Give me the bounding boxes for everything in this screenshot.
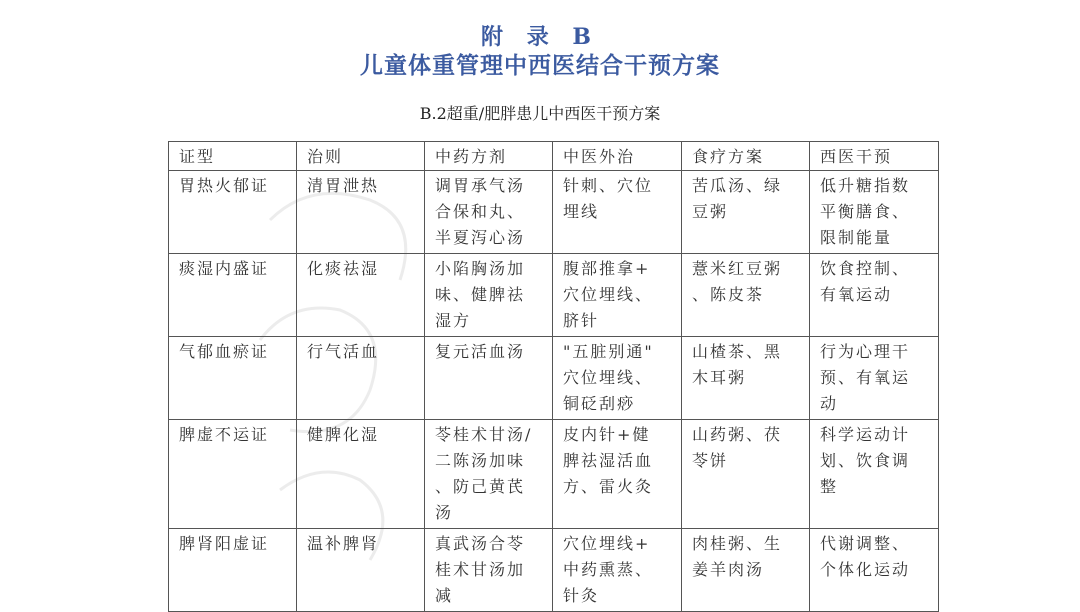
- cell-line: 合保和丸、: [435, 202, 526, 221]
- cell-line: 有氧运动: [820, 285, 893, 304]
- column-header: 中医外治: [553, 142, 682, 171]
- table-cell: [297, 254, 425, 337]
- cell-line: 埋线: [563, 202, 600, 221]
- cell-line: 苦瓜汤、绿: [692, 176, 783, 195]
- cell-line: 脾肾阳虚证: [179, 534, 270, 553]
- table-cell: [425, 171, 553, 254]
- cell-line: 痰湿内盛证: [179, 259, 270, 278]
- cell-line: 铜砭刮痧: [563, 394, 636, 413]
- cell-line: 平衡膳食、: [820, 202, 911, 221]
- cell-line: 清胃泄热: [307, 176, 380, 195]
- table-cell: [682, 337, 810, 420]
- cell-line: 低升糖指数: [820, 176, 911, 195]
- cell-line: 限制能量: [820, 228, 893, 247]
- cell-line: 划、饮食调: [820, 451, 911, 470]
- cell-line: 湿方: [435, 311, 472, 330]
- table-row: [169, 420, 939, 529]
- table-cell: [553, 529, 682, 612]
- table-cell: [297, 529, 425, 612]
- column-header: 西医干预: [810, 142, 939, 171]
- cell-line: 调胃承气汤: [435, 176, 526, 195]
- cell-line: 个体化运动: [820, 560, 911, 579]
- cell-line: 肉桂粥、生: [692, 534, 783, 553]
- cell-line: 针刺、穴位: [563, 176, 654, 195]
- cell-line: 真武汤合苓: [435, 534, 526, 553]
- table-cell: [682, 171, 810, 254]
- intervention-table: [168, 141, 939, 612]
- cell-line: 木耳粥: [692, 368, 747, 387]
- cell-line: 苓饼: [692, 451, 729, 470]
- cell-line: 小陷胸汤加: [435, 259, 526, 278]
- table-cell: [810, 171, 939, 254]
- cell-line: 中药熏蒸、: [563, 560, 654, 579]
- cell-line: 温补脾肾: [307, 534, 380, 553]
- cell-line: 代谢调整、: [820, 534, 911, 553]
- table-cell: [553, 171, 682, 254]
- cell-line: 健脾化湿: [307, 425, 380, 444]
- cell-line: 气郁血瘀证: [179, 342, 270, 361]
- cell-line: "五脏别通": [563, 342, 654, 361]
- cell-line: 穴位埋线、: [563, 368, 654, 387]
- cell-line: 饮食控制、: [820, 259, 911, 278]
- table-cell: [425, 254, 553, 337]
- cell-line: 脾虚不运证: [179, 425, 270, 444]
- cell-line: 皮内针+健: [563, 425, 651, 444]
- table-cell: [553, 420, 682, 529]
- table-cell: [425, 337, 553, 420]
- column-header: 食疗方案: [682, 142, 810, 171]
- cell-line: 脐针: [563, 311, 600, 330]
- table-cell: [297, 337, 425, 420]
- cell-line: 行为心理干: [820, 342, 911, 361]
- column-header: 证型: [169, 142, 297, 171]
- cell-line: 预、有氧运: [820, 368, 911, 387]
- cell-line: 、陈皮茶: [692, 285, 765, 304]
- column-header: 治则: [297, 142, 425, 171]
- table-cell: [810, 529, 939, 612]
- cell-line: 针灸: [563, 586, 600, 605]
- table-cell: [553, 254, 682, 337]
- cell-line: 胃热火郁证: [179, 176, 270, 195]
- table-cell: [297, 420, 425, 529]
- table-cell: [682, 420, 810, 529]
- table-cell: [810, 337, 939, 420]
- cell-line: 味、健脾祛: [435, 285, 526, 304]
- cell-line: 桂术甘汤加: [435, 560, 526, 579]
- table-cell: [297, 171, 425, 254]
- cell-line: 山药粥、茯: [692, 425, 783, 444]
- table-cell: [169, 337, 297, 420]
- cell-line: 二陈汤加味: [435, 451, 526, 470]
- table-caption: B.2超重/肥胖患儿中西医干预方案: [419, 104, 661, 123]
- table-row: [169, 337, 939, 420]
- cell-line: 薏米红豆粥: [692, 259, 783, 278]
- cell-line: 半夏泻心汤: [435, 228, 526, 247]
- table-row: [169, 529, 939, 612]
- cell-line: 姜羊肉汤: [692, 560, 765, 579]
- page-title: 儿童体重管理中西医结合干预方案: [360, 52, 720, 79]
- table-cell: [425, 529, 553, 612]
- table-cell: [682, 529, 810, 612]
- appendix-label: 附 录 B: [481, 24, 599, 50]
- cell-line: 、防己黄芪: [435, 477, 526, 496]
- cell-line: 动: [820, 394, 839, 413]
- cell-line: 苓桂术甘汤/: [435, 425, 533, 444]
- cell-line: 行气活血: [307, 342, 380, 361]
- cell-line: 复元活血汤: [435, 342, 526, 361]
- cell-line: 豆粥: [692, 202, 729, 221]
- table-cell: [810, 420, 939, 529]
- cell-line: 脾祛湿活血: [563, 451, 654, 470]
- table-row: [169, 171, 939, 254]
- cell-line: 穴位埋线+: [563, 534, 651, 553]
- cell-line: 减: [435, 586, 454, 605]
- cell-line: 山楂茶、黑: [692, 342, 783, 361]
- column-header: 中药方剂: [425, 142, 553, 171]
- table-cell: [169, 529, 297, 612]
- cell-line: 穴位埋线、: [563, 285, 654, 304]
- table-cell: [810, 254, 939, 337]
- cell-line: 化痰祛湿: [307, 259, 380, 278]
- table-cell: [169, 254, 297, 337]
- table-cell: [553, 337, 682, 420]
- table-row: [169, 254, 939, 337]
- table-cell: [169, 420, 297, 529]
- cell-line: 科学运动计: [820, 425, 911, 444]
- table-cell: [169, 171, 297, 254]
- cell-line: 汤: [435, 503, 454, 522]
- cell-line: 方、雷火灸: [563, 477, 654, 496]
- cell-line: 腹部推拿+: [563, 259, 651, 278]
- table-cell: [682, 254, 810, 337]
- table-header-row: [169, 142, 939, 171]
- cell-line: 整: [820, 477, 839, 496]
- table-cell: [425, 420, 553, 529]
